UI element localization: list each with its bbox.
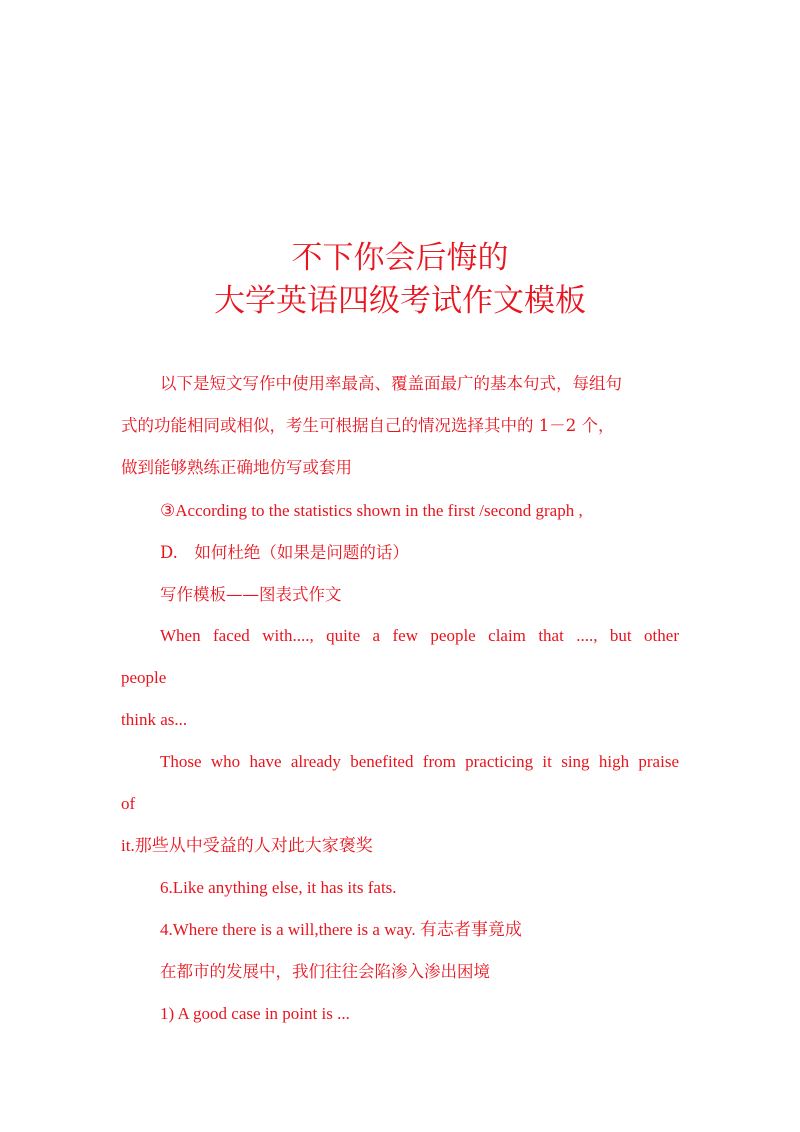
- benefited-sentence-line-3: it.那些从中受益的人对此大家褒奖: [121, 836, 373, 855]
- title-line-2: 大学英语四级考试作文模板: [214, 283, 586, 319]
- faced-sentence-line-1: When faced with...., quite a few people claim that ...., but other: [160, 626, 679, 645]
- faced-sentence-line-2: people: [121, 668, 167, 687]
- faced-sentence-line-3: think as...: [121, 710, 188, 729]
- intro-line-1: 以下是短文写作中使用率最高、覆盖面最广的基本句式，每组句: [160, 374, 622, 393]
- prevent-heading: D. 如何杜绝（如果是问题的话）: [160, 543, 409, 562]
- template-heading: 写作模板——图表式作文: [160, 585, 342, 604]
- will-sentence: 4.Where there is a will,there is a way. 有志者事竟成: [160, 920, 522, 939]
- benefited-sentence-line-2: of: [121, 794, 136, 813]
- case-sentence: 1) A good case in point is ...: [160, 1004, 350, 1023]
- intro-line-3: 做到能够熟练正确地仿写或套用: [121, 458, 352, 477]
- fats-sentence: 6.Like anything else, it has its fats.: [160, 878, 397, 897]
- benefited-sentence-line-1: Those who have already benefited from practicing it sing high praise: [160, 752, 679, 771]
- intro-line-2: 式的功能相同或相似，考生可根据自己的情况选择其中的 1－2 个，: [121, 416, 615, 435]
- city-sentence: 在都市的发展中，我们往往会陷渗入渗出困境: [160, 962, 490, 981]
- statistics-sentence: ③According to the statistics shown in the first /second graph ,: [160, 501, 583, 520]
- title-line-1: 不下你会后悔的: [291, 240, 509, 276]
